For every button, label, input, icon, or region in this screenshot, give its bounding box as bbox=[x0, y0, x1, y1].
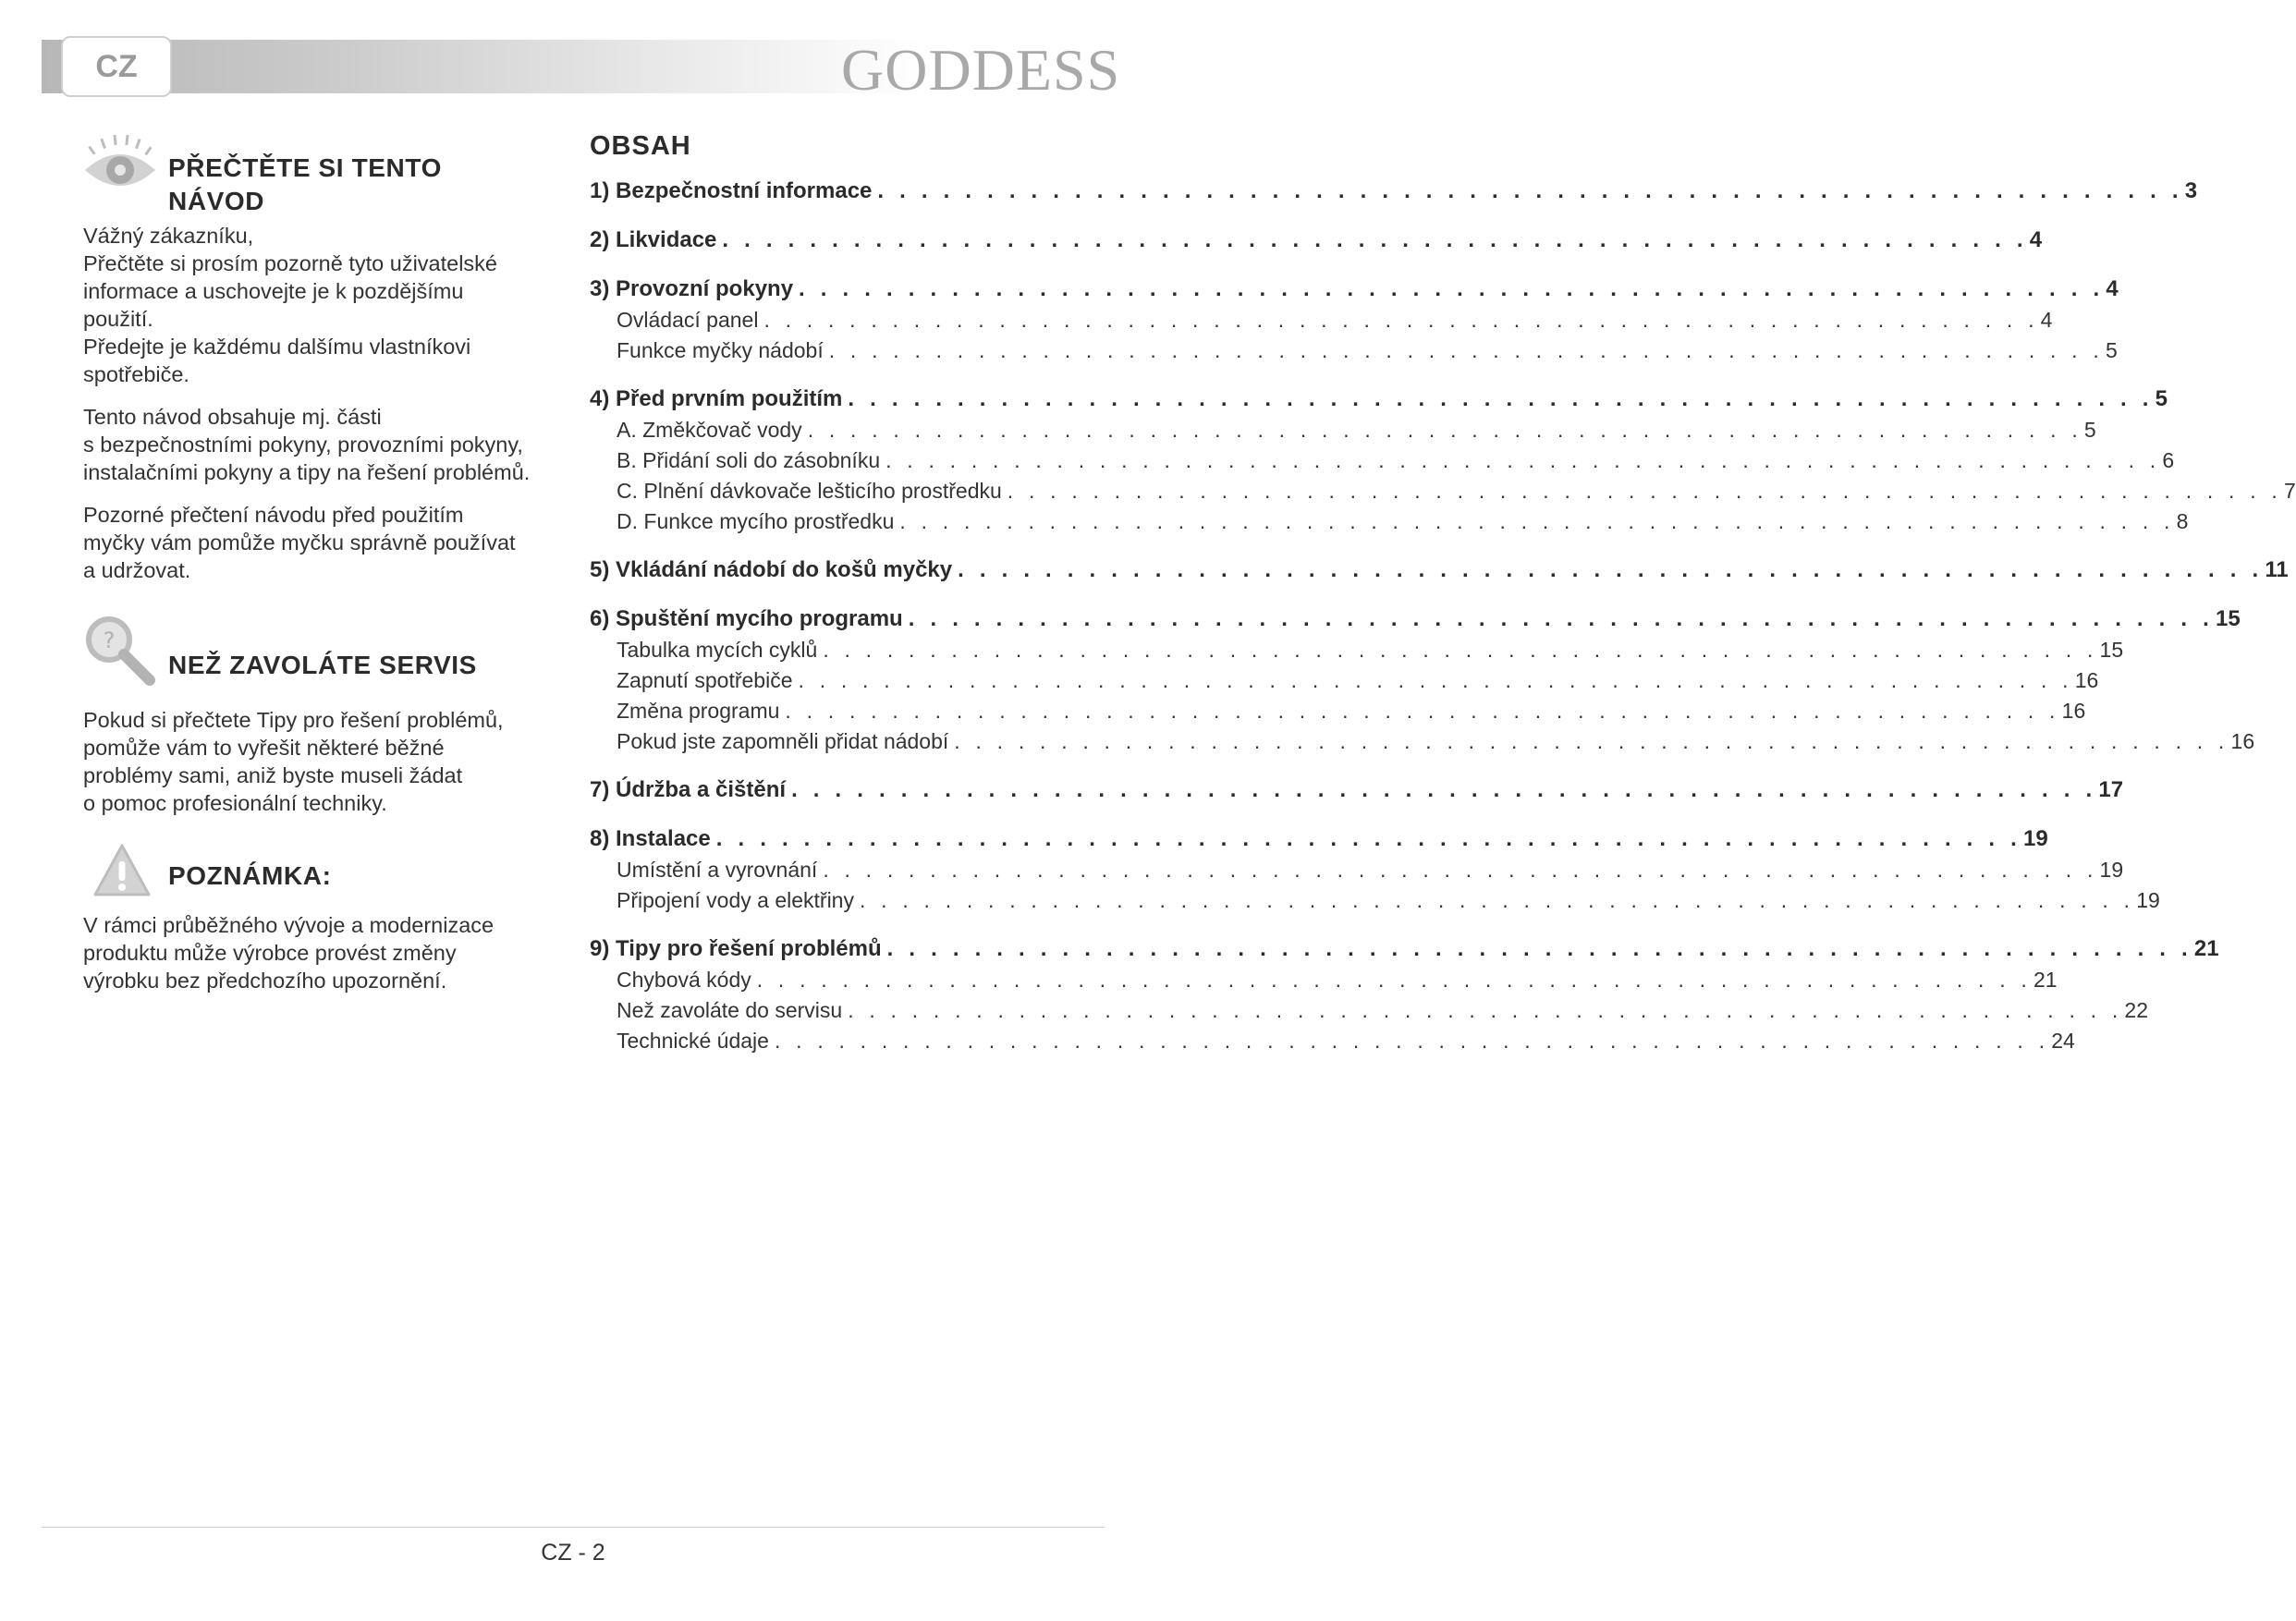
toc-subentry[interactable] bbox=[590, 506, 2189, 537]
toc-dot-leader: . . . . . . . . . . . . . . . . . . . . . . . . . . . . . . . . . . . . . . . . . . . . . . . . . . . . . . . . . . . . bbox=[823, 638, 2098, 662]
toc-dot-leader: . . . . . . . . . . . . . . . . . . . . . . . . . . . . . . . . . . . . . . . . . . . . . . . . . . . . . . . . . . . . bbox=[785, 699, 2060, 723]
toc-entry-label: C. Plnění dávkovače lešticího prostředku bbox=[617, 479, 1002, 503]
toc-page-number: 21 bbox=[2193, 936, 2219, 961]
toc-entry-label: 1) Bezpečnostní informace bbox=[590, 178, 873, 203]
toc-dot-leader: . . . . . . . . . . . . . . . . . . . . . . . . . . . . . . . . . . . . . . . . . . . . . . . . . . . . . . . . . . . . bbox=[885, 448, 2161, 472]
toc-subentry[interactable] bbox=[590, 855, 2124, 885]
toc-dot-leader: . . . . . . . . . . . . . . . . . . . . . . . . . . . . . . . . . . . . . . . . . . . . . . . . . . . . . . . . . . . . bbox=[848, 386, 2154, 411]
toc-dot-leader: . . . . . . . . . . . . . . . . . . . . . . . . . . . . . . . . . . . . . . . . . . . . . . . . . . . . . . . . . . . . bbox=[798, 668, 2073, 692]
left-column bbox=[83, 139, 564, 994]
toc-dot-leader: . . . . . . . . . . . . . . . . . . . . . . . . . . . . . . . . . . . . . . . . . . . . . . . . . . . . . . . . . . . . bbox=[715, 826, 2022, 851]
toc-subentry[interactable] bbox=[590, 885, 2160, 916]
toc-dot-leader: . . . . . . . . . . . . . . . . . . . . . . . . . . . . . . . . . . . . . . . . . . . . . . . . . . . . . . . . . . . . bbox=[823, 858, 2098, 882]
toc-page-number: 4 bbox=[2106, 276, 2119, 301]
note-body: V rámci průběžného vývoje a modernizace produktu může výrobce provést změny výrobku bez předchozího upozornění. bbox=[83, 913, 495, 993]
toc-entry-label: Zapnutí spotřebiče bbox=[617, 668, 793, 692]
eye-icon bbox=[81, 133, 159, 198]
toc-subentry[interactable] bbox=[590, 696, 2086, 726]
toc-dot-leader: . . . . . . . . . . . . . . . . . . . . . . . . . . . . . . . . . . . . . . . . . . . . . . . . . . . . . . . . . . . . bbox=[954, 729, 2229, 753]
brand-logo bbox=[841, 37, 1121, 104]
toc-page-number: 17 bbox=[2098, 777, 2124, 802]
toc-dot-leader: . . . . . . . . . . . . . . . . . . . . . . . . . . . . . . . . . . . . . . . . . . . . . . . . . . . . . . . . . . . . bbox=[908, 606, 2215, 631]
toc-entry-label: A. Změkčovač vody bbox=[617, 418, 802, 442]
toc-entry-label: 8) Instalace bbox=[590, 826, 711, 851]
toc-dot-leader: . . . . . . . . . . . . . . . . . . . . . . . . . . . . . . . . . . . . . . . . . . . . . . . . . . . . . . . . . . . . bbox=[886, 936, 2192, 961]
toc-entry-label: Pokud jste zapomněli přidat nádobí bbox=[617, 729, 949, 753]
page-number: CZ - 2 bbox=[541, 1540, 605, 1566]
toc-group bbox=[590, 774, 2124, 806]
toc-entry-label: Chybová kódy bbox=[617, 968, 751, 992]
toc-page-number: 5 bbox=[2083, 418, 2096, 442]
toc-entry-label: D. Funkce mycího prostředku bbox=[617, 509, 895, 533]
toc-dot-leader: . . . . . . . . . . . . . . . . . . . . . . . . . . . . . . . . . . . . . . . . . . . . . . . . . . . . . . . . . . . . bbox=[722, 227, 2028, 252]
toc-entry-label: Umístění a vyrovnání bbox=[617, 858, 818, 882]
toc-page-number: 16 bbox=[2061, 699, 2086, 723]
toc-dot-leader: . . . . . . . . . . . . . . . . . . . . . . . . . . . . . . . . . . . . . . . . . . . . . . . . . . . . . . . . . . . . bbox=[899, 509, 2175, 533]
toc-group bbox=[590, 933, 2219, 1056]
toc-page-number: 16 bbox=[2074, 668, 2099, 692]
toc-entry-label: 5) Vkládání nádobí do košů myčky bbox=[590, 557, 953, 582]
toc-page-number: 4 bbox=[2029, 227, 2043, 252]
toc-entry-label: 7) Údržba a čištění bbox=[590, 777, 787, 802]
toc-list bbox=[590, 176, 2296, 1056]
toc-entry-label: Než zavoláte do servisu bbox=[617, 998, 843, 1022]
note-title: POZNÁMKA: bbox=[168, 861, 332, 890]
footer-divider bbox=[42, 1527, 1105, 1528]
toc-page-number: 22 bbox=[2124, 998, 2149, 1022]
toc-subentry[interactable] bbox=[590, 445, 2175, 476]
table-of-contents bbox=[590, 129, 2296, 1074]
paragraph: Pozorné přečtení návodu před použitím myčky vám pomůže myčku správně používat a udržovat. bbox=[83, 503, 516, 582]
toc-entry-label: 9) Tipy pro řešení problémů bbox=[590, 936, 882, 961]
paragraph: Vážný zákazníku, Přečtěte si prosím pozorně tyto uživatelské informace a uschovejte je k pozdějšímu použití. Předejte je každému dalšímu vlastníkovi spotřebiče. bbox=[83, 224, 498, 386]
toc-page-number: 19 bbox=[2099, 858, 2124, 882]
service-section bbox=[83, 612, 564, 695]
toc-group bbox=[590, 384, 2296, 537]
toc-page-number: 19 bbox=[2136, 888, 2160, 912]
toc-title: OBSAH bbox=[590, 131, 691, 161]
toc-subentry[interactable] bbox=[590, 305, 2053, 335]
toc-subentry[interactable] bbox=[590, 995, 2149, 1026]
toc-entry[interactable] bbox=[590, 384, 2168, 415]
toc-group bbox=[590, 176, 2198, 207]
toc-entry[interactable] bbox=[590, 555, 2289, 586]
language-tab: CZ bbox=[61, 36, 172, 97]
toc-dot-leader: . . . . . . . . . . . . . . . . . . . . . . . . . . . . . . . . . . . . . . . . . . . . . . . . . . . . . . . . . . . . bbox=[877, 178, 2183, 203]
toc-group bbox=[590, 603, 2255, 757]
toc-entry-label: Ovládací panel bbox=[617, 308, 759, 332]
toc-dot-leader: . . . . . . . . . . . . . . . . . . . . . . . . . . . . . . . . . . . . . . . . . . . . . . . . . . . . . . . . . . . . bbox=[791, 777, 2097, 802]
toc-page-number: 16 bbox=[2230, 729, 2255, 753]
toc-group bbox=[590, 823, 2160, 916]
toc-entry-label: Funkce myčky nádobí bbox=[617, 338, 824, 362]
service-body: Pokud si přečtete Tipy pro řešení problémů, pomůže vám to vyřešit některé běžné problémy sami, aniž byste museli žádat o pomoc profesionální techniky. bbox=[83, 708, 504, 815]
toc-subentry[interactable] bbox=[590, 665, 2099, 696]
toc-entry-label: Tabulka mycích cyklů bbox=[617, 638, 818, 662]
toc-dot-leader: . . . . . . . . . . . . . . . . . . . . . . . . . . . . . . . . . . . . . . . . . . . . . . . . . . . . . . . . . . . . bbox=[958, 557, 2264, 582]
toc-subentry[interactable] bbox=[590, 415, 2096, 445]
toc-subentry[interactable] bbox=[590, 1026, 2075, 1056]
toc-dot-leader: . . . . . . . . . . . . . . . . . . . . . . . . . . . . . . . . . . . . . . . . . . . . . . . . . . . . . . . . . . . . bbox=[763, 308, 2039, 332]
toc-entry-label: Připojení vody a elektřiny bbox=[617, 888, 854, 912]
read-manual-section bbox=[83, 139, 564, 213]
toc-dot-leader: . . . . . . . . . . . . . . . . . . . . . . . . . . . . . . . . . . . . . . . . . . . . . . . . . . . . . . . . . . . . bbox=[859, 888, 2135, 912]
read-manual-body bbox=[83, 222, 564, 584]
magnifier-question-icon bbox=[81, 612, 159, 689]
toc-page-number: 3 bbox=[2184, 178, 2198, 203]
read-manual-title: PŘEČTĚTE SI TENTO NÁVOD bbox=[168, 153, 442, 215]
toc-subentry[interactable] bbox=[590, 726, 2255, 757]
toc-entry[interactable] bbox=[590, 225, 2043, 256]
toc-page-number: 5 bbox=[2155, 386, 2168, 411]
toc-subentry[interactable] bbox=[590, 965, 2058, 995]
toc-page-number: 15 bbox=[2099, 638, 2124, 662]
toc-dot-leader: . . . . . . . . . . . . . . . . . . . . . . . . . . . . . . . . . . . . . . . . . . . . . . . . . . . . . . . . . . . . bbox=[1007, 479, 2283, 503]
toc-entry-label: Technické údaje bbox=[617, 1029, 769, 1053]
toc-page-number: 11 bbox=[2265, 557, 2289, 582]
toc-page-number: 19 bbox=[2023, 826, 2048, 851]
toc-dot-leader: . . . . . . . . . . . . . . . . . . . . . . . . . . . . . . . . . . . . . . . . . . . . . . . . . . . . . . . . . . . . bbox=[848, 998, 2123, 1022]
toc-page-number: 8 bbox=[2176, 509, 2189, 533]
paragraph: Tento návod obsahuje mj. části s bezpečnostními pokyny, provozními pokyny, instalačními pokyny a tipy na řešení problémů. bbox=[83, 405, 531, 484]
toc-entry-label: 2) Likvidace bbox=[590, 227, 717, 252]
toc-entry[interactable] bbox=[590, 274, 2119, 305]
service-title: NEŽ ZAVOLÁTE SERVIS bbox=[168, 651, 477, 679]
toc-dot-leader: . . . . . . . . . . . . . . . . . . . . . . . . . . . . . . . . . . . . . . . . . . . . . . . . . . . . . . . . . . . . bbox=[756, 968, 2032, 992]
toc-dot-leader: . . . . . . . . . . . . . . . . . . . . . . . . . . . . . . . . . . . . . . . . . . . . . . . . . . . . . . . . . . . . bbox=[799, 276, 2105, 301]
toc-subentry[interactable] bbox=[590, 635, 2124, 665]
toc-entry-label: 3) Provozní pokyny bbox=[590, 276, 794, 301]
toc-entry-label: 4) Před prvním použitím bbox=[590, 386, 843, 411]
toc-group bbox=[590, 225, 2043, 256]
warning-icon bbox=[92, 843, 152, 898]
toc-page-number: 4 bbox=[2040, 308, 2053, 332]
toc-page-number: 7 bbox=[2284, 479, 2296, 503]
toc-dot-leader: . . . . . . . . . . . . . . . . . . . . . . . . . . . . . . . . . . . . . . . . . . . . . . . . . . . . . . . . . . . . bbox=[774, 1029, 2050, 1053]
toc-page-number: 21 bbox=[2033, 968, 2058, 992]
toc-subentry[interactable] bbox=[590, 335, 2118, 366]
toc-dot-leader: . . . . . . . . . . . . . . . . . . . . . . . . . . . . . . . . . . . . . . . . . . . . . . . . . . . . . . . . . . . . bbox=[807, 418, 2082, 442]
toc-entry-label: 6) Spuštění mycího programu bbox=[590, 606, 903, 631]
toc-dot-leader: . . . . . . . . . . . . . . . . . . . . . . . . . . . . . . . . . . . . . . . . . . . . . . . . . . . . . . . . . . . . bbox=[828, 338, 2104, 362]
toc-entry[interactable] bbox=[590, 933, 2219, 965]
toc-entry[interactable] bbox=[590, 603, 2241, 635]
brand-logo-text: GODDESS bbox=[841, 37, 1121, 103]
toc-group bbox=[590, 274, 2119, 366]
toc-page-number: 15 bbox=[2216, 606, 2241, 631]
toc-entry-label: B. Přidání soli do zásobníku bbox=[617, 448, 881, 472]
toc-entry-label: Změna programu bbox=[617, 699, 780, 723]
toc-page-number: 24 bbox=[2051, 1029, 2075, 1053]
toc-subentry[interactable] bbox=[590, 476, 2296, 506]
toc-group bbox=[590, 555, 2289, 586]
toc-entry[interactable] bbox=[590, 774, 2124, 806]
note-section bbox=[83, 848, 564, 906]
toc-page-number: 5 bbox=[2105, 338, 2118, 362]
svg-text:?: ? bbox=[103, 628, 116, 653]
toc-entry[interactable] bbox=[590, 176, 2198, 207]
toc-entry[interactable] bbox=[590, 823, 2048, 855]
toc-page-number: 6 bbox=[2162, 448, 2175, 472]
